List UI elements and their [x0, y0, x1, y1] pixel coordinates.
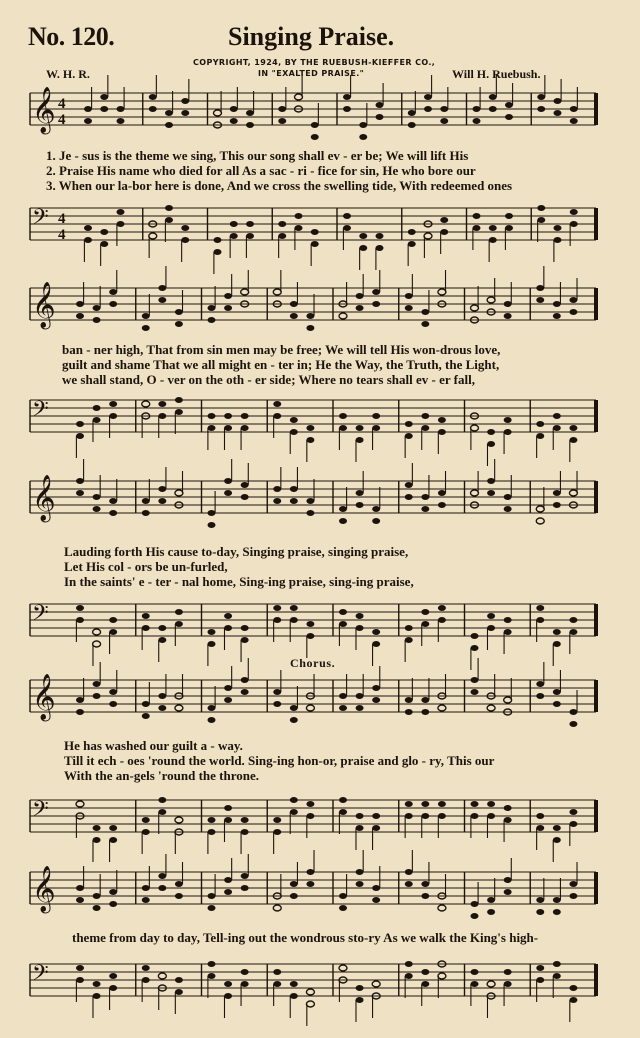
note-head	[421, 969, 429, 975]
note-head	[306, 989, 314, 995]
note-head	[553, 973, 561, 979]
lyric-line-4-1: He has washed our guilt a - way.	[64, 738, 243, 753]
lyric-line-3-2: Let His col - ors be un-furled,	[64, 559, 228, 574]
lyric-line-1-3: 3. When our la-bor here is done, And we cross the swelling tide, With redeemed ones	[46, 178, 513, 193]
note-head	[93, 981, 101, 987]
treble-clef-icon: 𝄞	[32, 282, 56, 328]
note-head	[175, 977, 183, 983]
bass-clef-icon: 𝄢	[32, 797, 49, 827]
note-head	[471, 969, 479, 975]
note-head	[553, 961, 561, 967]
lyric-line-1-1: 1. Je - sus is the theme we sing, This our song shall ev - er be; We will lift His	[46, 148, 469, 163]
note-head	[569, 985, 577, 991]
note-head	[405, 961, 413, 967]
time-signature-bottom: 4	[58, 227, 66, 243]
lyric-line-1-2: 2. Praise His name who died for all As a sac - ri - fice for sin, He who bore our	[46, 163, 476, 178]
bass-clef-icon: 𝄢	[32, 961, 49, 991]
lyric-line-3-3: In the saints' e - ter - nal home, Sing-ing praise, sing-ing praise,	[64, 574, 414, 589]
note-head	[504, 981, 512, 987]
staff-lines	[30, 964, 596, 996]
note-head	[356, 997, 364, 1003]
bass-clef-icon: 𝄢	[32, 397, 49, 427]
note-head	[208, 961, 216, 967]
note-head	[438, 973, 446, 979]
treble-clef-icon: 𝄞	[32, 674, 56, 720]
note-head	[487, 981, 495, 987]
note-head	[356, 985, 364, 991]
note-head	[142, 965, 150, 971]
note-head	[306, 1001, 314, 1007]
note-head	[421, 981, 429, 987]
note-head	[536, 965, 544, 971]
note-head	[109, 973, 117, 979]
hymn-number: No. 120.	[28, 22, 115, 51]
note-head	[504, 969, 512, 975]
note-head	[241, 981, 249, 987]
time-signature-top: 4	[58, 211, 66, 227]
chorus-label: Chorus.	[290, 656, 336, 670]
treble-clef-icon: 𝄞	[32, 866, 56, 912]
lyric-line-4-3: With the an-gels 'round the throne.	[64, 768, 260, 783]
note-head	[241, 969, 249, 975]
note-head	[273, 981, 281, 987]
lyric-line-4-2: Till it ech - oes 'round the world. Sing-ing hon-or, praise and glo - ry, This our	[64, 753, 495, 768]
note-head	[175, 989, 183, 995]
note-head	[76, 977, 84, 983]
note-head	[208, 973, 216, 979]
bass-clef-icon: 𝄢	[32, 601, 49, 631]
note-head	[93, 993, 101, 999]
note-head	[471, 981, 479, 987]
treble-clef-icon: 𝄞	[32, 475, 56, 521]
copyright-line-1: COPYRIGHT, 1924, BY THE RUEBUSH-KIEFFER CO.,	[193, 58, 436, 67]
note-head	[536, 977, 544, 983]
note-head	[142, 977, 150, 983]
note-head	[569, 997, 577, 1003]
note-head	[339, 965, 347, 971]
note-head	[224, 981, 232, 987]
words-credit: W. H. R.	[46, 67, 90, 81]
lyric-line-3-1: Lauding forth His cause to-day, Singing praise, singing praise,	[64, 544, 409, 559]
note-head	[158, 973, 166, 979]
hymn-title: Singing Praise.	[228, 22, 395, 51]
lyric-line-2-3: we shall stand, O - ver on the oth - er side; Where no tears shall ev - er fall,	[62, 372, 475, 387]
lyric-line-2-2: guilt and shame That we all might en - ter in; He the Way, the Truth, the Light,	[62, 357, 500, 372]
note-head	[273, 969, 281, 975]
music-credit: Will H. Ruebush.	[452, 67, 541, 81]
note-head	[76, 965, 84, 971]
note-head	[224, 993, 232, 999]
time-signature-bottom: 4	[58, 112, 66, 128]
time-signature-top: 4	[58, 96, 66, 112]
note-head	[290, 993, 298, 999]
lyric-line-2-1: ban - ner high, That from sin men may be free; We will tell His won-drous love,	[62, 342, 501, 357]
note-head	[372, 981, 380, 987]
bass-clef-icon: 𝄢	[32, 205, 49, 235]
note-head	[405, 973, 413, 979]
treble-clef-icon: 𝄞	[32, 87, 56, 133]
copyright-line-2: IN "EXALTED PRAISE."	[258, 69, 365, 78]
lyric-line-5-1: theme from day to day, Tell-ing out the wondrous sto-ry As we walk the King's high-	[72, 930, 539, 945]
note-head	[109, 985, 117, 991]
note-head	[290, 981, 298, 987]
